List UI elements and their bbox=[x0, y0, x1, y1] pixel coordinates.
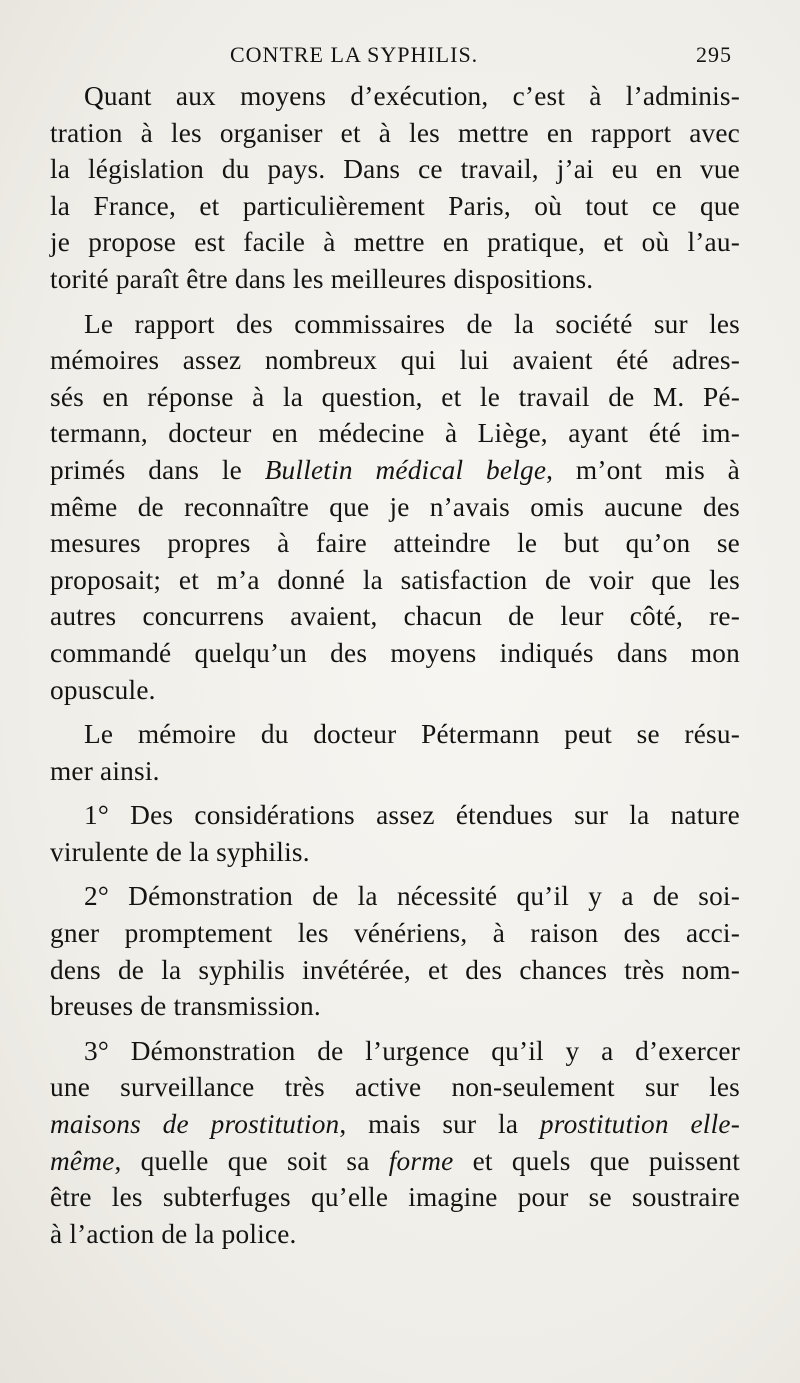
text-line: torité paraît être dans les meilleures dispositions. bbox=[50, 263, 594, 294]
body-text bbox=[50, 78, 740, 1256]
text-segment: primés dans le bbox=[50, 454, 265, 485]
text-line: être les subterfuges qu’elle imagine pour se soustraire bbox=[50, 1182, 740, 1213]
running-title: CONTRE LA SYPHILIS. bbox=[230, 42, 479, 67]
italic-phrase: même bbox=[50, 1145, 115, 1176]
text-line: breuses de transmission. bbox=[50, 991, 321, 1022]
text-line: à l’action de la police. bbox=[50, 1218, 297, 1249]
text-line: même de reconnaître que je n’avais omis aucune des bbox=[50, 491, 740, 522]
text-line: sés en réponse à la question, et le travail de M. Pé- bbox=[50, 381, 740, 412]
text-line: 3° Démonstration de l’urgence qu’il y a d’exercer bbox=[84, 1035, 740, 1066]
text-line: proposait; et m’a donné la satisfaction de voir que les bbox=[50, 564, 740, 595]
paragraph-1 bbox=[50, 78, 740, 298]
text-line: Quant aux moyens d’exécution, c’est à l’adminis- bbox=[84, 81, 740, 111]
paragraph-5 bbox=[50, 878, 740, 1024]
text-line: termann, docteur en médecine à Liège, ayant été im- bbox=[50, 418, 740, 449]
text-line: virulente de la syphilis. bbox=[50, 836, 310, 867]
text-line: je propose est facile à mettre en pratique, et où l’au- bbox=[50, 227, 740, 258]
text-segment: , quelle que soit sa bbox=[114, 1145, 389, 1176]
paragraph-2 bbox=[50, 306, 740, 709]
paragraph-4 bbox=[50, 797, 740, 870]
page-number: 295 bbox=[696, 42, 732, 67]
text-line-with-italic bbox=[50, 1106, 740, 1143]
text-line: une surveillance très active non-seulement sur les bbox=[50, 1072, 740, 1103]
text-line: Le rapport des commissaires de la société sur les bbox=[84, 308, 740, 339]
text-segment: , mais sur la bbox=[339, 1109, 540, 1140]
text-line: mer ainsi. bbox=[50, 755, 160, 786]
paragraph-6 bbox=[50, 1033, 740, 1253]
text-segment: et quels que puissent bbox=[453, 1145, 740, 1176]
page-header bbox=[230, 42, 732, 74]
text-line-with-italic bbox=[50, 452, 740, 489]
italic-phrase: prostitution elle- bbox=[539, 1109, 740, 1140]
text-line: 1° Des considérations assez étendues sur la nature bbox=[84, 800, 740, 831]
paragraph-3 bbox=[50, 716, 740, 789]
text-line: mesures propres à faire atteindre le but qu’on se bbox=[50, 528, 740, 559]
text-line: tration à les organiser et à les mettre en rapport avec bbox=[50, 117, 740, 148]
text-line: mémoires assez nombreux qui lui avaient été adres- bbox=[50, 345, 740, 376]
text-line: gner promptement les vénériens, à raison des acci- bbox=[50, 918, 740, 949]
text-line: Le mémoire du docteur Pétermann peut se résu- bbox=[84, 719, 740, 750]
text-segment: , m’ont mis à bbox=[546, 454, 740, 485]
text-line: la législation du pays. Dans ce travail, j’ai eu en vue bbox=[50, 154, 740, 185]
text-line: opuscule. bbox=[50, 674, 156, 705]
text-line: 2° Démonstration de la nécessité qu’il y a de soi- bbox=[84, 881, 740, 912]
text-line: autres concurrens avaient, chacun de leur côté, re- bbox=[50, 601, 740, 632]
text-line: la France, et particulièrement Paris, où tout ce que bbox=[50, 190, 740, 221]
journal-title: Bulletin médical belge bbox=[264, 454, 547, 485]
italic-phrase: forme bbox=[388, 1145, 454, 1176]
text-line: commandé quelqu’un des moyens indiqués dans mon bbox=[50, 637, 740, 668]
text-line-with-italic bbox=[50, 1143, 740, 1180]
text-line: dens de la syphilis invétérée, et des chances très nom- bbox=[50, 954, 740, 985]
italic-phrase: maisons de prostitution bbox=[50, 1109, 340, 1140]
